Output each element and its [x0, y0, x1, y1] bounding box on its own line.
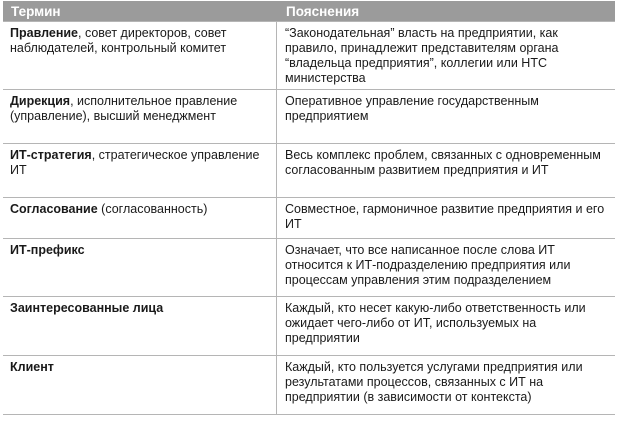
explanation-cell: Совместное, гармоничное развитие предприятия и его ИТ [276, 198, 615, 238]
table-row [3, 238, 615, 296]
term-cell [3, 356, 276, 414]
table-row [3, 355, 615, 414]
term-name: Заинтересованные лица [10, 301, 164, 315]
term-cell [3, 198, 276, 238]
table-header [3, 1, 615, 21]
explanation-cell: “Законодательная” власть на предприятии, как правило, принадлежит представителям органа “владельца предприятия”, коллегии или НТС министерства [276, 22, 615, 89]
term-name: Согласование [10, 202, 98, 216]
explanation-column-header: Пояснения [286, 3, 360, 19]
explanation-cell: Каждый, кто несет какую-либо ответственность или ожидает чего-либо от ИТ, используемых на предприятии [276, 297, 615, 355]
term-name: Правление [10, 26, 79, 40]
term-synonyms: , стратегическое управление ИТ [10, 148, 260, 177]
table-row [3, 296, 615, 355]
table-row [3, 143, 615, 197]
term-cell [3, 297, 276, 355]
term-name: Дирекция [10, 94, 71, 108]
explanation-cell: Каждый, кто пользуется услугами предприятия или результатами процессов, связанных с ИТ на предприятии (в зависимости от контекста) [276, 356, 615, 414]
explanation-cell: Оперативное управление государственным предприятием [276, 90, 615, 143]
term-synonyms: , исполнительное правление (управление), высший менеджмент [10, 94, 238, 123]
explanation-cell: Означает, что все написанное после слова ИТ относится к ИТ-подразделению предприятия или процессам управления этим подразделением [276, 239, 615, 296]
term-cell [3, 239, 276, 296]
glossary-table [3, 1, 615, 415]
term-name: ИТ-стратегия [10, 148, 92, 162]
term-cell [3, 90, 276, 143]
table-row [3, 21, 615, 89]
table-row [3, 89, 615, 143]
term-synonyms: , совет директоров, совет наблюдателей, контрольный комитет [10, 26, 227, 55]
term-name: ИТ-префикс [10, 243, 85, 257]
term-cell [3, 22, 276, 89]
term-name: Клиент [10, 360, 54, 374]
table-row [3, 197, 615, 238]
term-synonyms: (согласованность) [97, 202, 208, 216]
term-cell [3, 144, 276, 197]
term-column-header: Термин [11, 3, 61, 19]
explanation-cell: Весь комплекс проблем, связанных с одновременным согласованным развитием предприятия и ИТ [276, 144, 615, 197]
